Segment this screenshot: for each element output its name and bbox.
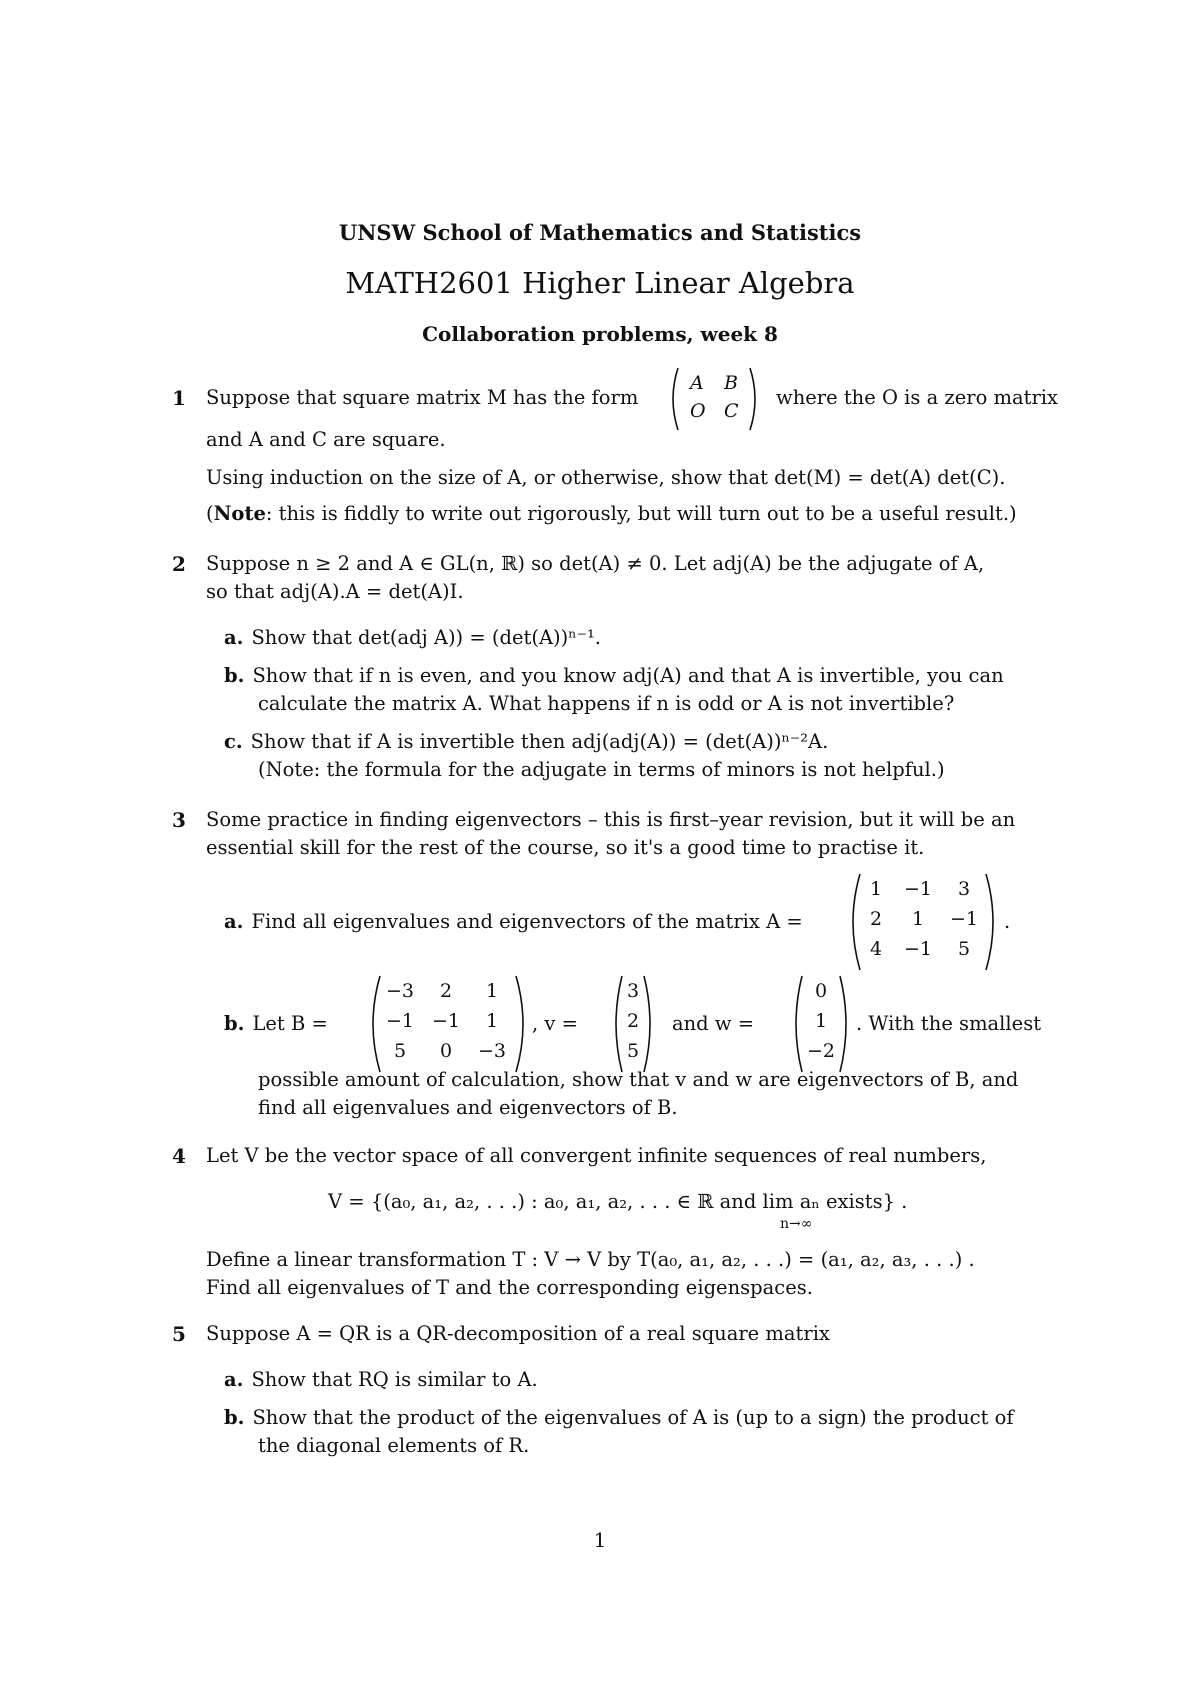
part-label: c. [224, 730, 243, 753]
problem-5b-line-2: the diagonal elements of R. [258, 1434, 530, 1457]
problem-4-line-4: Find all eigenvalues of T and the corresponding eigenspaces. [206, 1276, 813, 1299]
part-text: Show that RQ is similar to A. [251, 1368, 538, 1391]
matrix-entry: 3 [957, 878, 971, 900]
note-text: : this is fiddly to write out rigorously, but will turn out to be a useful result.) [265, 502, 1017, 525]
problem-1-block-matrix [668, 366, 760, 432]
part-label: a. [224, 910, 244, 933]
problem-3b-let [224, 1012, 328, 1036]
matrix-entry: B [724, 372, 738, 394]
part-label: a. [224, 1368, 244, 1391]
problem-4-line-1: Let V be the vector space of all convergent infinite sequences of real numbers, [206, 1144, 987, 1167]
problem-2b [224, 664, 1004, 688]
problem-2-line-2: so that adj(A).A = det(A)I. [206, 580, 464, 603]
note-label: Note [213, 502, 266, 525]
problem-3b-line-2: possible amount of calculation, show that v and w are eigenvectors of B, and [258, 1068, 1019, 1091]
problem-3-line-2: essential skill for the rest of the course, so it's a good time to practise it. [206, 836, 925, 859]
limit-subscript: n→∞ [780, 1216, 813, 1232]
part-label: b. [224, 664, 245, 687]
vector-entry: 2 [626, 1010, 640, 1032]
matrix-entry: −1 [431, 1010, 460, 1032]
problem-1-line-3: Using induction on the size of A, or otherwise, show that det(M) = det(A) det(C). [206, 466, 1006, 489]
matrix-B [366, 974, 530, 1074]
part-text: Find all eigenvalues and eigenvectors of the matrix A = [251, 910, 803, 933]
vector-entry: 5 [626, 1040, 640, 1062]
matrix-A [846, 872, 1000, 972]
problem-1-line-2: and A and C are square. [206, 428, 446, 451]
vector-entry: 0 [814, 980, 828, 1002]
matrix-A-period: . [1004, 910, 1011, 933]
school-title: UNSW School of Mathematics and Statistics [338, 220, 862, 245]
matrix-entry: C [724, 400, 739, 422]
matrix-entry: O [690, 400, 706, 422]
problem-5a [224, 1368, 538, 1392]
matrix-entry: 1 [869, 878, 883, 900]
problem-3b-tail: . With the smallest [856, 1012, 1042, 1035]
vector-v-label: , v = [532, 1012, 578, 1035]
part-text: Show that the product of the eigenvalues of A is (up to a sign) the product of [252, 1406, 1014, 1429]
problem-4-line-3: Define a linear transformation T : V → V by T(a₀, a₁, a₂, . . .) = (a₁, a₂, a₃, . . .) . [206, 1248, 975, 1271]
problem-2c-line-2: (Note: the formula for the adjugate in terms of minors is not helpful.) [258, 758, 945, 781]
problem-2b-line-2: calculate the matrix A. What happens if n is odd or A is not invertible? [258, 692, 955, 715]
page-number: 1 [593, 1528, 607, 1552]
problem-2-number: 2 [172, 552, 186, 576]
vector-entry: 3 [626, 980, 640, 1002]
part-label: a. [224, 626, 244, 649]
paren-open: ( [206, 502, 214, 525]
matrix-entry: 5 [957, 938, 971, 960]
problem-1-line-4 [206, 502, 1017, 526]
matrix-entry: 4 [869, 938, 883, 960]
matrix-entry: −1 [949, 908, 978, 930]
problem-1-number: 1 [172, 386, 186, 410]
problem-1-line-1a: Suppose that square matrix M has the form [206, 386, 639, 409]
problem-1-line-1b: where the O is a zero matrix [776, 386, 1059, 409]
problem-3b-line-3: find all eigenvalues and eigenvectors of B. [258, 1096, 678, 1119]
matrix-entry: −3 [385, 980, 414, 1002]
matrix-entry: −1 [903, 938, 932, 960]
problem-2-line-1: Suppose n ≥ 2 and A ∈ GL(n, ℝ) so det(A) ≠ 0. Let adj(A) be the adjugate of A, [206, 552, 985, 575]
problem-2c [224, 730, 828, 754]
part-text: Let B = [252, 1012, 328, 1035]
matrix-entry: −1 [903, 878, 932, 900]
problem-5b [224, 1406, 1014, 1430]
vector-w-label: and w = [672, 1012, 755, 1035]
problem-2a [224, 626, 601, 650]
matrix-entry: A [690, 372, 704, 394]
part-label: b. [224, 1012, 245, 1035]
vector-v [610, 974, 656, 1074]
part-text: Show that if n is even, and you know adj(A) and that A is invertible, you can [252, 664, 1004, 687]
sheet-subtitle: Collaboration problems, week 8 [422, 322, 778, 346]
problem-4-number: 4 [172, 1144, 186, 1168]
matrix-entry: −1 [385, 1010, 414, 1032]
matrix-entry: 1 [911, 908, 925, 930]
course-title: MATH2601 Higher Linear Algebra [345, 266, 855, 300]
problem-3a [224, 910, 803, 934]
problem-3-line-1: Some practice in finding eigenvectors – this is first–year revision, but it will be an [206, 808, 1016, 831]
vector-entry: 1 [814, 1010, 828, 1032]
matrix-entry: 2 [869, 908, 883, 930]
part-label: b. [224, 1406, 245, 1429]
matrix-entry: 1 [485, 1010, 499, 1032]
matrix-entry: −3 [477, 1040, 506, 1062]
problem-4-display: V = {(a₀, a₁, a₂, . . .) : a₀, a₁, a₂, . . . ∈ ℝ and lim aₙ exists} . [328, 1190, 908, 1213]
part-text: Show that if A is invertible then adj(adj(A)) = (det(A))ⁿ⁻²A. [250, 730, 829, 753]
matrix-entry: 0 [439, 1040, 453, 1062]
matrix-entry: 1 [485, 980, 499, 1002]
matrix-entry: 2 [439, 980, 453, 1002]
vector-entry: −2 [806, 1040, 835, 1062]
problem-5-line-1: Suppose A = QR is a QR-decomposition of a real square matrix [206, 1322, 830, 1345]
problem-3-number: 3 [172, 808, 186, 832]
vector-w [790, 974, 852, 1074]
matrix-parentheses [668, 366, 760, 432]
problem-5-number: 5 [172, 1322, 186, 1346]
part-text: Show that det(adj A)) = (det(A))ⁿ⁻¹. [251, 626, 602, 649]
matrix-entry: 5 [393, 1040, 407, 1062]
